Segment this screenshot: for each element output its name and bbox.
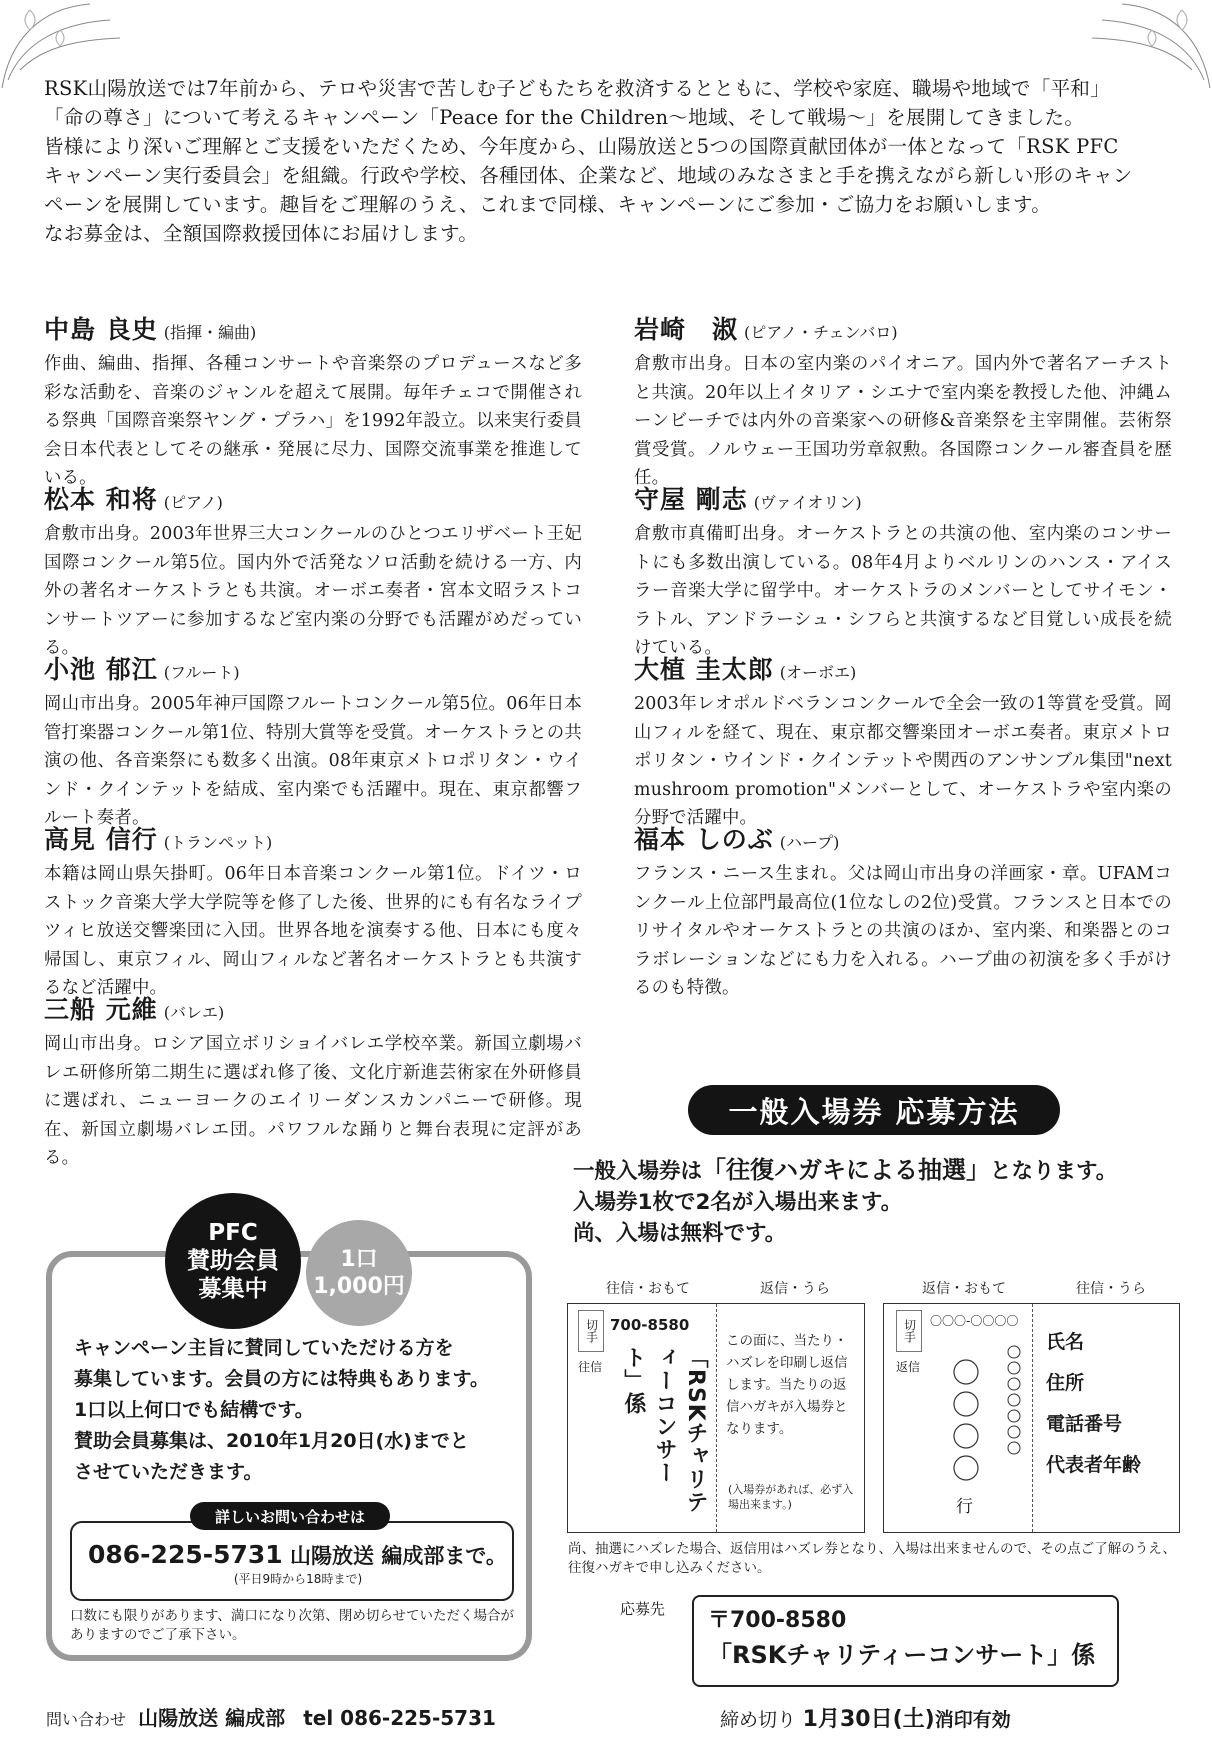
- performer-name: 中島 良史: [44, 315, 158, 344]
- bio-nakajima: [44, 310, 582, 493]
- bio-koike: [44, 650, 582, 833]
- performer-name: 松本 和将: [44, 485, 158, 514]
- card-fields: [1046, 1322, 1141, 1486]
- footer-org: 山陽放送 編成部: [138, 1706, 286, 1730]
- stamp-label: 切手: [902, 1319, 917, 1343]
- contact-hours: (平日9時から18時まで): [233, 1572, 363, 1586]
- intro-line: 「命の尊さ」について考えるキャンペーン「Peace for the Children～地域、そして戦場～」を展開してきました。: [44, 106, 1085, 129]
- badge-line: 賛助会員: [187, 1248, 279, 1274]
- performer-role: (指揮・編曲): [163, 323, 257, 342]
- performer-role: (トランペット): [163, 833, 273, 852]
- card-addressee: 「RSKチャリティーコンサート」係: [621, 1346, 708, 1514]
- card2-back-label: 往信・うら: [1076, 1281, 1146, 1297]
- price-badge: [306, 1220, 412, 1326]
- destination-name: 「RSKチャリティーコンサート」係: [708, 1641, 1096, 1669]
- pfc-description: [74, 1333, 514, 1488]
- postcard-reply: [883, 1303, 1180, 1533]
- performer-role: (オーボエ): [779, 663, 857, 682]
- deadline-suffix: 消印有効: [934, 1709, 1011, 1731]
- performer-bio: 本籍は岡山県矢掛町。06年日本音楽コンクール第1位。ドイツ・ロストック音楽大学大学院等を修了した後、世界的にも有名なライプツィヒ放送交響楽団に入団。世界各地を演奏する他、日本にも度々帰国し、東京フィル、岡山フィルなど著名オーケストラとも共演するなど活躍中。: [44, 864, 582, 998]
- postcard-outgoing: [567, 1303, 865, 1533]
- badge-line: PFC: [208, 1220, 258, 1246]
- performer-bio: 岡山市出身。ロシア国立ボリショイバレエ学校卒業。新国立劇場バレエ研修所第二期生に選ばれ修了後、文化庁新進芸術家在外研修員に選ばれ、ニューヨークのエイリーダンスカンパニーで研修。現在、新国立劇場バレエ団。パワフルな踊りと舞台表現に定評がある。: [44, 1034, 582, 1168]
- bio-takami: [44, 820, 582, 1003]
- performer-name: 守屋 剛志: [634, 485, 748, 514]
- lottery-post: となります。: [990, 1159, 1118, 1184]
- lottery-note: 尚、抽選にハズレた場合、返信用はハズレ券となり、入場は出来ませんので、その点ご了解のうえ、往復ハガキで申し込みください。: [568, 1541, 1177, 1576]
- card-go-label: 行: [956, 1497, 973, 1517]
- intro-line: ペーンを展開しています。趣旨をご理解のうえ、これまで同様、キャンペーンにご参加・ご協力をお願いします。: [44, 193, 1052, 216]
- address-circles-icon: [944, 1342, 1034, 1512]
- performer-name: 高見 信行: [44, 825, 158, 854]
- performer-role: (フルート): [163, 663, 240, 682]
- bio-matsumoto: [44, 480, 582, 663]
- contact-main: [88, 1540, 508, 1570]
- pfc-recruiting-badge: [165, 1193, 301, 1329]
- application-line-2: 入場券1枚で2名が入場出来ます。: [573, 1190, 903, 1215]
- performer-bio: 岡山市出身。2005年神戸国際フルートコンクール第5位。06年日本管打楽器コンクール第1位、特別大賞等を受賞。オーケストラとの共演の他、各音楽祭にも数多く出演。08年東京メトロポリタン・ウインド・クインテットを結成、室内楽でも活躍中。現在、東京都響フルート奏者。: [44, 694, 582, 828]
- performer-name: 小池 郁江: [44, 655, 158, 684]
- bio-moriya: [634, 480, 1172, 663]
- badge-line: 募集中: [198, 1276, 268, 1302]
- deadline-label: 締め切り: [720, 1709, 797, 1731]
- application-instructions: [573, 1155, 1117, 1249]
- bio-fukumoto: [634, 820, 1172, 1003]
- deadline-date: 1月30日(土): [802, 1707, 935, 1732]
- pfc-line: 賛助会員募集は、2010年1月20日(水)までと: [74, 1430, 469, 1452]
- performer-bio: 2003年レオポルドベランコンクールで全会一致の1等賞を受賞。岡山フィルを経て、現在、東京都交響楽団オーボエ奏者。東京メトロポリタン・ウインド・クインテットや関西のアンサンブル集団"next mushroom promotion"メンバーとして、オーケストラや室内楽の分野で活躍中。: [634, 694, 1172, 828]
- destination-zip: 〒700-8580: [708, 1608, 847, 1633]
- field-age: 代表者年齢: [1046, 1454, 1142, 1476]
- lottery-method: 「往復ハガキによる抽選」: [702, 1156, 991, 1184]
- performer-name: 岩崎 淑: [634, 315, 739, 344]
- application-line-1: [573, 1155, 1117, 1187]
- pfc-line: させていただきます。: [74, 1461, 263, 1483]
- bio-iwasaki: [634, 310, 1172, 493]
- card2-front-label: 返信・おもて: [922, 1281, 1006, 1297]
- performer-bio: 倉敷市出身。2003年世界三大コンクールのひとつエリザベート王妃国際コンクール第5位。国内外で活発なソロ活動を続ける一方、内外の著名オーケストラとも共演。オーボエ奏者・宮本文昭ラストコンサートツアーに参加するなど室内楽の分野でも活躍がめだっている。: [44, 524, 582, 658]
- performer-role: (ピアノ・チェンバロ): [744, 323, 898, 342]
- stamp-box: [578, 1310, 604, 1352]
- contact-dept: 山陽放送 編成部まで。: [290, 1544, 507, 1568]
- price-amount: 1,000円: [313, 1274, 405, 1299]
- card-reply-label: 返信: [896, 1360, 921, 1374]
- performer-role: (ハープ): [779, 833, 840, 852]
- performer-name: 大植 圭太郎: [634, 655, 774, 684]
- performer-name: 三船 元維: [44, 995, 158, 1024]
- application-title: 一般入場券 応募方法: [688, 1085, 1060, 1135]
- performer-role: (バレエ): [163, 1003, 225, 1022]
- intro-line: キャンペーン実行委員会」を組織。行政や学校、各種団体、企業など、地域のみなさまと手を携えながら新しい形のキャン: [44, 164, 1133, 187]
- performer-role: (ピアノ): [163, 493, 223, 512]
- field-name: 氏名: [1046, 1331, 1085, 1353]
- performer-bio: フランス・ニース生まれ。父は岡山市出身の洋画家・章。UFAMコンクール上位部門最高位(1位なしの2位)受賞。フランスと日本でのリサイタルやオーケストラとの共演のほか、室内楽、和楽器とのコラボレーションなどにも力を入れる。ハープ曲の初演を多く手がけるのも特徴。: [634, 864, 1172, 998]
- bio-oue: [634, 650, 1172, 833]
- performer-bio: 作曲、編曲、指揮、各種コンサートや音楽祭のプロデュースなど多彩な活動を、音楽のジャンルを超えて展開。毎年チェコで開催される祭典「国際音楽祭ヤング・プラハ」を1992年設立。以来実行委員会日本代表としてその継承・発展に尽力、国際交流事業を推進している。: [44, 354, 582, 488]
- field-phone: 電話番号: [1046, 1413, 1123, 1435]
- card-send-label: 往信: [578, 1360, 603, 1374]
- card-reply-small: (入場券があれば、必ず入場出来ます。): [728, 1483, 854, 1511]
- card1-back-label: 返信・うら: [760, 1281, 830, 1297]
- bio-mifune: [44, 990, 582, 1173]
- application-line-3: 尚、入場は無料です。: [573, 1221, 787, 1246]
- footer-tel[interactable]: tel 086-225-5731: [303, 1706, 496, 1730]
- card1-front-label: 往信・おもて: [606, 1281, 690, 1297]
- intro-paragraph: [44, 74, 1169, 248]
- pfc-line: 募集しています。会員の方には特典もあります。: [74, 1368, 489, 1390]
- performer-bio: 倉敷市出身。日本の室内楽のパイオニア。国内外で著名アーチストと共演。20年以上イタリア・シエナで室内楽を教授した他、沖縄ムーンビーチでは内外の音楽家への研修&音楽祭を主宰開催。芸術祭賞受賞。ノルウェー王国功労章叙勲。各国際コンクール審査員を歴任。: [634, 354, 1172, 488]
- performer-bio: 倉敷市真備町出身。オーケストラとの共演の他、室内楽のコンサートにも多数出演している。08年4月よりベルリンのハンス・アイスラー音楽大学に留学中。オーケストラのメンバーとしてサイモン・ラトル、アンドラーシュ・シフらと共演するなど目覚しい成長を続けている。: [634, 524, 1172, 658]
- price-unit: 1口: [340, 1247, 378, 1272]
- card-divider: [716, 1304, 717, 1532]
- footer-contact: [46, 1702, 496, 1731]
- contact-phone[interactable]: 086-225-5731: [88, 1540, 283, 1569]
- field-address: 住所: [1046, 1372, 1085, 1394]
- card-zip-placeholder: 〇〇〇-〇〇〇〇: [930, 1314, 1019, 1328]
- destination-label: 応募先: [620, 1600, 666, 1618]
- stamp-box: [896, 1310, 922, 1352]
- performer-role: (ヴァイオリン): [753, 493, 862, 512]
- intro-line: 皆様により深いご理解とご支援をいただくため、今年度から、山陽放送と5つの国際貢献団体が一体となって「RSK PFC: [44, 135, 1119, 158]
- destination-box: [692, 1595, 1119, 1687]
- contact-label: 詳しいお問い合わせは: [190, 1502, 390, 1530]
- card-zip: 700-8580: [610, 1316, 690, 1334]
- pfc-line: キャンペーン主旨に賛同していただける方を: [74, 1337, 454, 1359]
- pfc-footnote: 口数にも限りがあります、満口になり次第、閉め切らせていただく場合がありますのでご了承下さい。: [70, 1608, 515, 1643]
- pfc-line: 1口以上何口でも結構です。: [74, 1399, 314, 1421]
- footer-label: 問い合わせ: [46, 1710, 127, 1729]
- deadline: [720, 1702, 1011, 1733]
- intro-line: なお募金は、全額国際救援団体にお届けします。: [44, 222, 479, 245]
- intro-line: RSK山陽放送では7年前から、テロや災害で苦しむ子どもたちを救済するとともに、学校や家庭、職場や地域で「平和」: [44, 77, 1111, 100]
- stamp-label: 切手: [584, 1319, 599, 1343]
- performer-name: 福本 しのぶ: [634, 825, 774, 854]
- card-reply-note: この面に、当たり・ハズレを印刷し返信します。当たりの返信ハガキが入場券となります。: [726, 1333, 848, 1437]
- lottery-pre: 一般入場券は: [573, 1159, 703, 1184]
